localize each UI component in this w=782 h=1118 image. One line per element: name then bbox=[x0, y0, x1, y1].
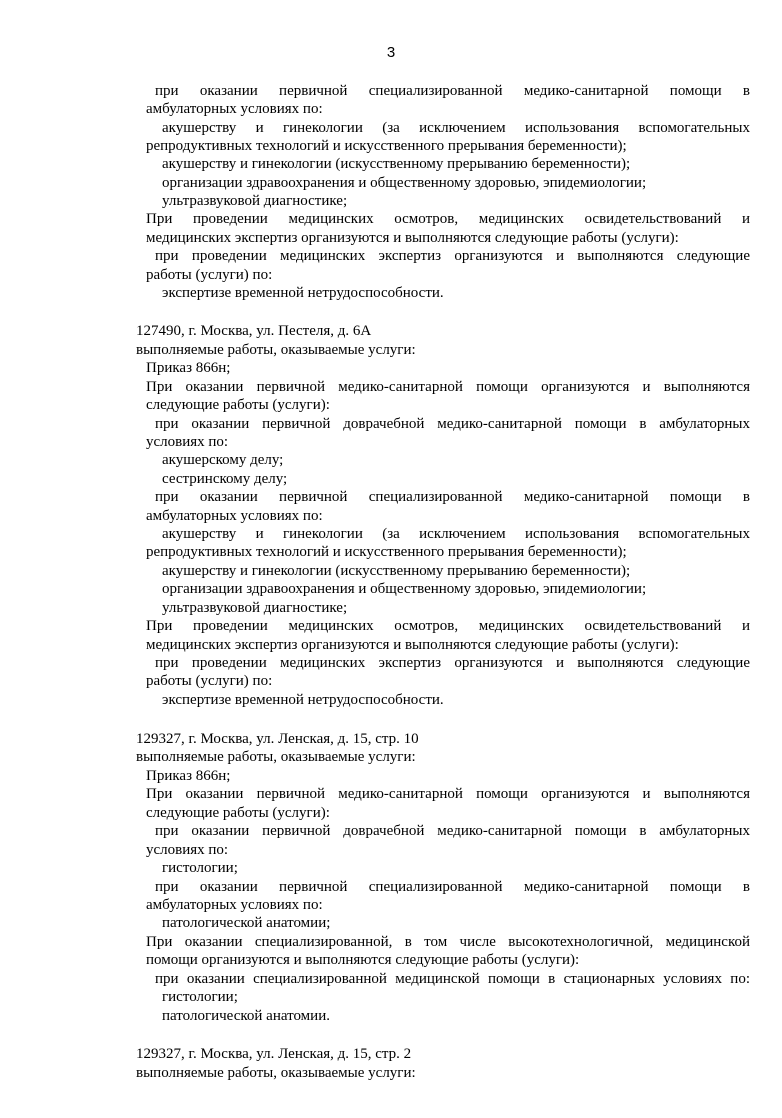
text-line: следующие работы (услуги): bbox=[146, 805, 330, 821]
text-line: при оказании первичной доврачебной медико-санитарной помощи в амбулаторных bbox=[155, 416, 750, 432]
text-line: сестринскому делу; bbox=[162, 471, 288, 487]
text-line: при оказании первичной специализированной медико-санитарной помощи в bbox=[155, 489, 750, 505]
text-line: При проведении медицинских осмотров, медицинских освидетельствований и bbox=[146, 618, 750, 634]
text-line: выполняемые работы, оказываемые услуги: bbox=[136, 749, 416, 765]
text-line: Приказ 866н; bbox=[146, 768, 231, 784]
text-line: условиях по: bbox=[146, 842, 229, 858]
text-line: При оказании первичной медико-санитарной помощи организуются и выполняются bbox=[146, 786, 750, 802]
text-line: при оказании первичной специализированной медико-санитарной помощи в bbox=[155, 879, 750, 895]
text-line: акушерству и гинекологии (за исключением использования вспомогательных bbox=[162, 120, 750, 136]
text-line: экспертизе временной нетрудоспособности. bbox=[162, 692, 444, 708]
text-line: организации здравоохранения и общественному здоровью, эпидемиологии; bbox=[162, 175, 647, 191]
text-line: при оказании специализированной медицинской помощи в стационарных условиях по: bbox=[155, 971, 750, 987]
text-line: при оказании первичной специализированной медико-санитарной помощи в bbox=[155, 83, 750, 99]
text-line: При проведении медицинских осмотров, медицинских освидетельствований и bbox=[146, 211, 750, 227]
text-line: амбулаторных условиях по: bbox=[146, 101, 323, 117]
text-line: работы (услуги) по: bbox=[146, 267, 273, 283]
text-line: акушерству и гинекологии (за исключением использования вспомогательных bbox=[162, 526, 750, 542]
text-line: выполняемые работы, оказываемые услуги: bbox=[136, 342, 416, 358]
text-line: гистологии; bbox=[162, 989, 238, 1005]
page-number: 3 bbox=[386, 44, 396, 61]
text-line: репродуктивных технологий и искусственного прерывания беременности); bbox=[146, 544, 627, 560]
text-line: При оказании первичной медико-санитарной помощи организуются и выполняются bbox=[146, 379, 750, 395]
text-line: при проведении медицинских экспертиз организуются и выполняются следующие bbox=[155, 248, 750, 264]
text-line: экспертизе временной нетрудоспособности. bbox=[162, 285, 444, 301]
text-line: медицинских экспертиз организуются и выполняются следующие работы (услуги): bbox=[146, 230, 679, 246]
text-line: выполняемые работы, оказываемые услуги: bbox=[136, 1065, 416, 1081]
text-line: акушерству и гинекологии (искусственному прерыванию беременности); bbox=[162, 563, 631, 579]
text-line: при оказании первичной доврачебной медико-санитарной помощи в амбулаторных bbox=[155, 823, 750, 839]
text-line: организации здравоохранения и общественному здоровью, эпидемиологии; bbox=[162, 581, 647, 597]
text-line: патологической анатомии. bbox=[162, 1008, 330, 1024]
text-line: Приказ 866н; bbox=[146, 360, 231, 376]
text-line: патологической анатомии; bbox=[162, 915, 331, 931]
text-line: помощи организуются и выполняются следующие работы (услуги): bbox=[146, 952, 580, 968]
text-line: ультразвуковой диагностике; bbox=[162, 193, 348, 209]
text-line: условиях по: bbox=[146, 434, 229, 450]
text-line: амбулаторных условиях по: bbox=[146, 897, 323, 913]
address-heading: 129327, г. Москва, ул. Ленская, д. 15, стр. 10 bbox=[136, 731, 419, 747]
address-heading: 129327, г. Москва, ул. Ленская, д. 15, стр. 2 bbox=[136, 1046, 412, 1062]
text-line: работы (услуги) по: bbox=[146, 673, 273, 689]
text-line: ультразвуковой диагностике; bbox=[162, 600, 348, 616]
text-line: акушерскому делу; bbox=[162, 452, 284, 468]
text-line: репродуктивных технологий и искусственного прерывания беременности); bbox=[146, 138, 627, 154]
text-line: При оказании специализированной, в том числе высокотехнологичной, медицинской bbox=[146, 934, 750, 950]
text-line: акушерству и гинекологии (искусственному прерыванию беременности); bbox=[162, 156, 631, 172]
text-line: медицинских экспертиз организуются и выполняются следующие работы (услуги): bbox=[146, 637, 679, 653]
text-line: гистологии; bbox=[162, 860, 238, 876]
address-heading: 127490, г. Москва, ул. Пестеля, д. 6А bbox=[136, 323, 372, 339]
text-line: при проведении медицинских экспертиз организуются и выполняются следующие bbox=[155, 655, 750, 671]
text-line: следующие работы (услуги): bbox=[146, 397, 330, 413]
text-line: амбулаторных условиях по: bbox=[146, 508, 323, 524]
